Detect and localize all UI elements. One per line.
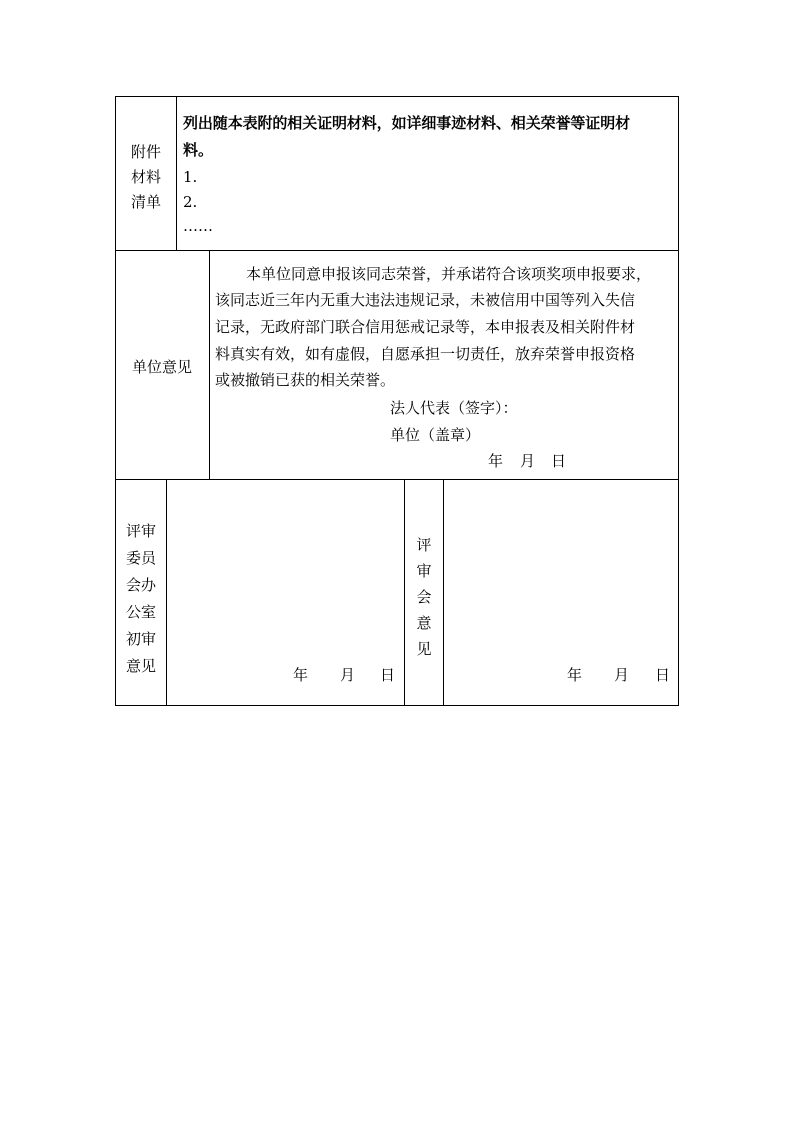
review-office-label-line: 公室 bbox=[125, 603, 156, 621]
review-board-date-month: 月 bbox=[614, 666, 630, 684]
review-office-date-year: 年 bbox=[293, 666, 309, 684]
unit-date-day: 日 bbox=[551, 452, 567, 470]
review-board-label-char: 意 bbox=[416, 614, 432, 632]
review-board-label-char: 评 bbox=[416, 536, 432, 554]
review-board-label-char: 会 bbox=[416, 588, 432, 606]
col-divider-review-2 bbox=[404, 479, 405, 706]
review-office-label bbox=[118, 518, 164, 680]
unit-opinion-line: 记录，无政府部门联合信用惩戒记录等，本申报表及相关附件材 bbox=[215, 318, 636, 336]
unit-date-year: 年 bbox=[488, 452, 504, 470]
legal-representative-signature: 法人代表（签字）： bbox=[390, 399, 518, 417]
review-office-label-line: 委员 bbox=[125, 549, 156, 567]
unit-opinion-line: 本单位同意申报该同志荣誉，并承诺符合该项奖项申报要求， bbox=[246, 265, 652, 283]
unit-opinion-label: 单位意见 bbox=[131, 358, 192, 376]
attachments-label-line: 材料 bbox=[130, 168, 161, 186]
attachments-label bbox=[118, 140, 174, 215]
unit-opinion-line: 料真实有效，如有虚假，自愿承担一切责任，放弃荣誉申报资格 bbox=[215, 345, 636, 363]
row-divider-2 bbox=[115, 479, 679, 480]
attachment-item: …… bbox=[183, 217, 213, 235]
review-office-date-day: 日 bbox=[380, 666, 396, 684]
review-board-label-char: 审 bbox=[416, 562, 432, 580]
review-office-label-line: 意见 bbox=[125, 657, 156, 675]
review-board-label-char: 见 bbox=[416, 640, 432, 658]
review-board-date-year: 年 bbox=[567, 666, 583, 684]
unit-opinion-line: 或被撤销已获的相关荣誉。 bbox=[215, 371, 396, 389]
review-office-label-line: 初审 bbox=[125, 630, 156, 648]
col-divider-unit bbox=[209, 250, 210, 479]
col-divider-review-3 bbox=[443, 479, 444, 706]
unit-date-month: 月 bbox=[520, 452, 536, 470]
attachments-instruction-line1: 列出随本表附的相关证明材料，如详细事迹材料、相关荣誉等证明材 bbox=[183, 114, 631, 132]
col-divider-attachments bbox=[176, 96, 177, 250]
review-board-label bbox=[406, 532, 442, 662]
attachment-item: 1. bbox=[183, 168, 198, 186]
attachments-label-line: 清单 bbox=[130, 193, 161, 211]
unit-opinion-line: 该同志近三年内无重大违法违规记录，未被信用中国等列入失信 bbox=[215, 291, 636, 309]
attachments-label-line: 附件 bbox=[130, 143, 161, 161]
attachments-instruction-line2: 料。 bbox=[183, 141, 214, 159]
attachment-item: 2. bbox=[183, 193, 198, 211]
col-divider-review-1 bbox=[166, 479, 167, 706]
unit-seal: 单位（盖章） bbox=[390, 426, 481, 444]
review-office-label-line: 会办 bbox=[125, 576, 156, 594]
review-office-label-line: 评审 bbox=[125, 522, 156, 540]
row-divider-1 bbox=[115, 250, 679, 251]
review-office-date-month: 月 bbox=[340, 666, 356, 684]
review-board-date-day: 日 bbox=[655, 666, 671, 684]
